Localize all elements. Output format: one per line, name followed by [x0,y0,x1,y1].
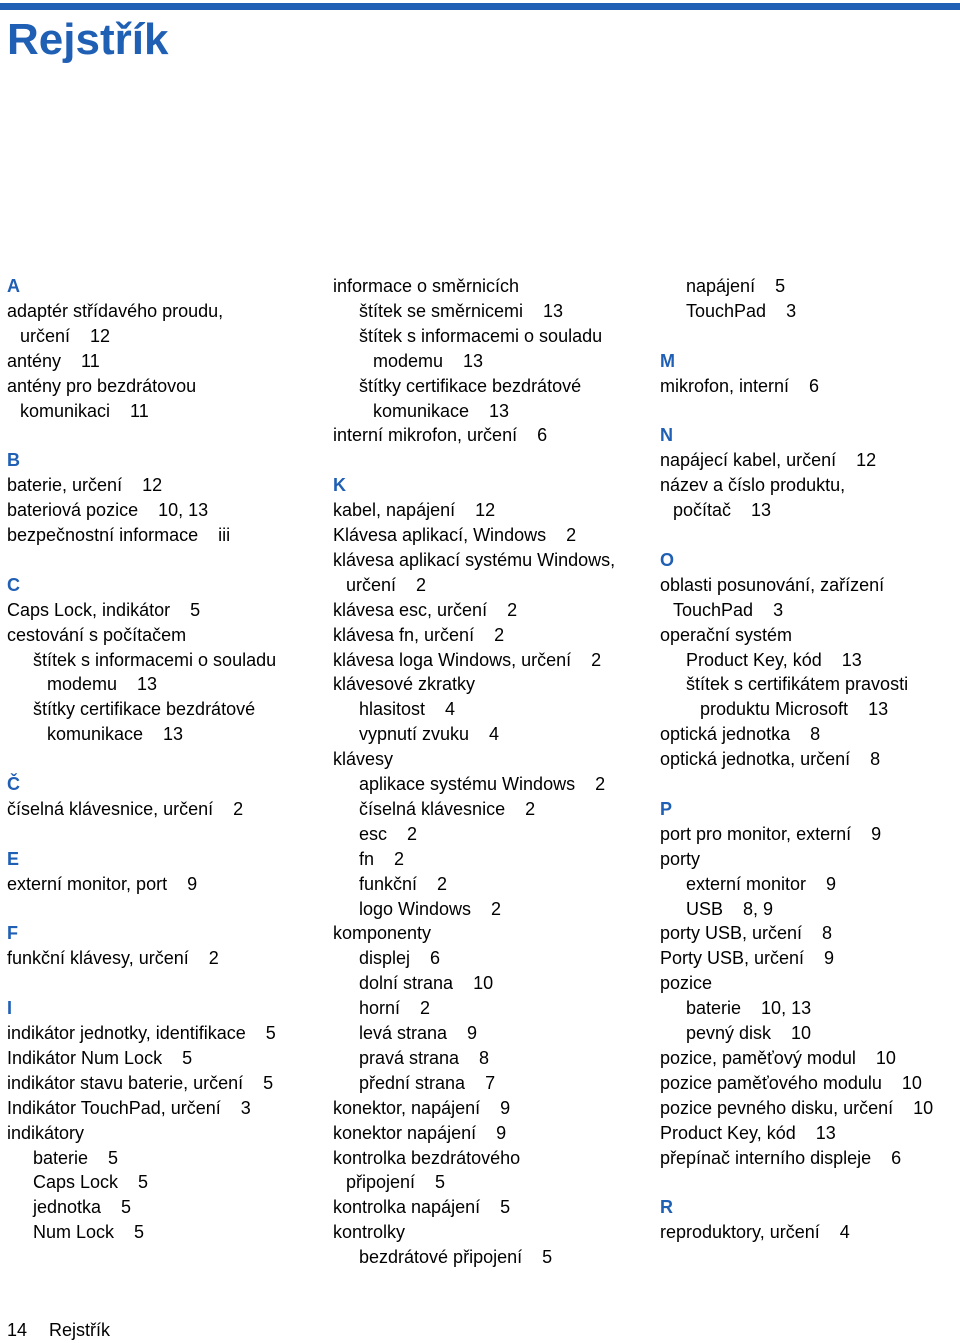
index-entry: klávesa fn, určení 2 [333,624,505,645]
index-entry: pozice pevného disku, určení 10 [660,1097,934,1118]
index-entry: připojení 5 [346,1172,446,1193]
page-footer [7,1318,110,1343]
index-entry: štítek s informacemi o souladu [359,325,603,346]
index-entry: informace o směrnicích [333,276,520,296]
index-entry: Indikátor Num Lock 5 [7,1047,193,1068]
index-entry: štítek s certifikátem pravosti [686,674,909,695]
index-entry: adaptér střídavého proudu, [7,300,224,321]
index-entry: operační systém [660,624,793,645]
index-entry: Porty USB, určení 9 [660,948,835,969]
index-entry: štítky certifikace bezdrátové [33,699,256,720]
index-entry: optická jednotka 8 [660,724,821,745]
index-entry: Caps Lock, indikátor 5 [7,599,201,620]
index-entry: konektor, napájení 9 [333,1097,511,1118]
index-entry: klávesa esc, určení 2 [333,599,518,620]
index-entry: funkční 2 [359,873,448,894]
index-letter-heading: Č [7,774,20,794]
page-number: 14 [7,1320,28,1340]
index-entry: indikátor stavu baterie, určení 5 [7,1072,274,1093]
index-entry: Caps Lock 5 [33,1172,149,1193]
index-entry: cestování s počítačem [7,624,187,645]
index-entry: klávesa loga Windows, určení 2 [333,649,602,670]
index-entry: funkční klávesy, určení 2 [7,948,219,969]
index-entry: číselná klávesnice 2 [359,798,536,819]
index-entry: pevný disk 10 [686,1023,812,1043]
index-letter-heading: A [7,276,20,296]
index-entry: optická jednotka, určení 8 [660,749,881,770]
index-entry: USB 8, 9 [686,898,774,919]
index-entry: logo Windows 2 [359,898,502,919]
index-entry: aplikace systému Windows 2 [359,774,606,794]
index-letter-heading: F [7,923,18,944]
index-entry: baterie, určení 12 [7,475,163,496]
index-entry: indikátor jednotky, identifikace 5 [7,1023,276,1043]
index-entry: počítač 13 [673,500,772,521]
index-entry: interní mikrofon, určení 6 [333,425,548,446]
index-entry: jednotka 5 [33,1197,132,1218]
index-entry: Num Lock 5 [33,1222,145,1243]
index-letter-heading: I [7,998,13,1019]
index-entry: klávesa aplikací systému Windows, [333,549,616,570]
index-entry: externí monitor, port 9 [7,873,198,894]
index-entry: pozice [660,973,713,994]
index-entry: komunikaci 11 [20,400,149,421]
index-entry: bezpečnostní informace iii [7,525,231,545]
index-entry: mikrofon, interní 6 [660,375,820,396]
index-letter-heading: C [7,574,20,595]
index-entry: oblasti posunování, zařízení [660,574,885,595]
index-letter-heading: N [660,425,673,446]
index-entry: displej 6 [359,948,441,969]
index-entry: baterie 5 [33,1147,119,1168]
index-entry: Product Key, kód 13 [660,1122,836,1143]
index-entry: antény pro bezdrátovou [7,375,197,396]
index-entry: externí monitor 9 [686,873,837,894]
index-entry: název a číslo produktu, [660,475,846,496]
index-entry: kontrolky [333,1222,406,1243]
index-entry: porty USB, určení 8 [660,923,833,944]
index-entry: produktu Microsoft 13 [700,699,889,720]
index-entry: kontrolka napájení 5 [333,1197,511,1218]
index-entry: napájení 5 [686,276,786,296]
index-entry: Indikátor TouchPad, určení 3 [7,1097,251,1118]
index-entry: modemu 13 [47,674,158,695]
index-entry: porty [660,848,701,869]
index-entry: přední strana 7 [359,1072,496,1093]
index-entry: komunikace 13 [47,724,184,745]
index-entry: Klávesa aplikací, Windows 2 [333,525,577,545]
footer-section-title: Rejstřík [49,1320,111,1340]
index-entry: TouchPad 3 [686,300,797,321]
index-entry: klávesové zkratky [333,674,476,695]
index-entry: štítek s informacemi o souladu [33,649,277,670]
index-entry: reproduktory, určení 4 [660,1222,850,1243]
index-entry: bezdrátové připojení 5 [359,1247,553,1268]
index-entry: určení 12 [20,325,111,346]
index-entry: baterie 10, 13 [686,998,812,1019]
index-entry: komunikace 13 [373,400,510,421]
index-letter-heading: P [660,798,673,819]
index-entry: bateriová pozice 10, 13 [7,500,209,521]
index-entry: TouchPad 3 [673,599,784,620]
index-entry: štítky certifikace bezdrátové [359,375,582,396]
index-entry: číselná klávesnice, určení 2 [7,798,244,819]
index-entry: antény 11 [7,350,100,371]
index-entry: pozice paměťového modulu 10 [660,1072,922,1093]
index-entry: kabel, napájení 12 [333,500,496,521]
index-entry: hlasitost 4 [359,699,456,720]
index-entry: konektor napájení 9 [333,1122,507,1143]
index-letter-heading: O [660,549,675,570]
index-entry: dolní strana 10 [359,973,494,994]
index-entry: kontrolka bezdrátového [333,1147,521,1168]
index-entry: fn 2 [359,848,405,869]
index-entry: klávesy [333,749,394,770]
index-entry: napájecí kabel, určení 12 [660,450,877,471]
top-rule [0,3,960,10]
index-entry: port pro monitor, externí 9 [660,823,882,844]
index-letter-heading: M [660,350,675,371]
index-entry: levá strana 9 [359,1023,478,1043]
index-entry: pozice, paměťový modul 10 [660,1047,896,1068]
index-entry: indikátory [7,1122,85,1143]
index-entry: esc 2 [359,823,418,844]
index-entry: vypnutí zvuku 4 [359,724,500,745]
index-letter-heading: R [660,1197,673,1218]
page-title: Rejstřík [7,15,169,64]
index-letter-heading: E [7,848,20,869]
index-entry: přepínač interního displeje 6 [660,1147,902,1168]
index-entry: Product Key, kód 13 [686,649,862,670]
index-entry: komponenty [333,923,432,944]
index-entry: modemu 13 [373,350,484,371]
index-letter-heading: K [333,475,346,496]
index-letter-heading: B [7,450,20,471]
index-entry: určení 2 [346,574,427,595]
index-entry: pravá strana 8 [359,1047,490,1068]
index-entry: horní 2 [359,998,431,1019]
index-entry: štítek se směrnicemi 13 [359,300,564,321]
